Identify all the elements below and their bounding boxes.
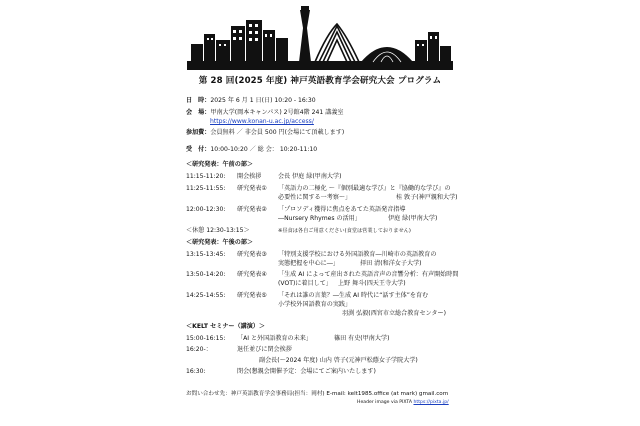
schedule-row-sub [278, 280, 406, 287]
row-text: 「英語力の二極化 ～『個別最適な学び』と『協働的な学び』の [278, 185, 451, 192]
row-time: 11:15-11:20: [186, 173, 226, 180]
venue-label: 会 場： [186, 109, 211, 116]
row-sub-title: 実態把握を中心に―」 [278, 260, 339, 267]
kobe-skyline-header-image [187, 4, 453, 70]
schedule-row [186, 271, 459, 278]
schedule-row [186, 251, 437, 258]
afternoon-heading: ＜研究発表：午後の部＞ [186, 239, 254, 246]
reception-value: 10:00-10:20 ／ 総 会： 10:20-11:10 [210, 146, 318, 153]
kelt-heading: ＜KELT セミナー（講演）＞ [186, 323, 265, 330]
schedule-row [186, 185, 451, 192]
venue-url-row [210, 119, 314, 125]
row-text: 会長 伊庭 緑(甲南大学) [278, 173, 342, 180]
reception-label: 受 付： [186, 146, 211, 153]
venue-value: 甲南大学(岡本キャンパス) 2号館4階 241 講義室 [210, 109, 344, 116]
row-text: 「生成 AI によって産出された英語音声の音響分析：有声開始時間 [278, 271, 459, 278]
break-time: ＜休憩 12:30-13:15＞ [186, 227, 250, 234]
row-speaker: 拝田 清(和洋女子大学) [360, 260, 422, 267]
schedule-row-sub [278, 260, 422, 267]
morning-heading: ＜研究発表：午前の部＞ [186, 161, 254, 168]
schedule-row-speaker [342, 311, 446, 317]
date-value: 2025 年 6 月 1 日(日) 10:20 - 16:30 [210, 97, 316, 104]
row-text: 「AI と外国語教育の未来」 [237, 335, 312, 342]
row-kind: 研究発表④ [237, 271, 267, 278]
schedule-row [186, 292, 429, 299]
row-time: 13:15-13:45: [186, 251, 226, 258]
row-text: 閉会(懇親会開催予定：会場にてご案内いたします) [237, 368, 376, 375]
row-sub-title: 必要性に関する一考察～」 [278, 194, 352, 201]
row-kind: 研究発表③ [237, 251, 267, 258]
credit-text: Header image via PIXTA [357, 400, 413, 405]
kelt-row [186, 346, 292, 353]
row-sub-title: (VOT)に着目して」 [278, 280, 332, 287]
schedule-row-sub [278, 194, 458, 201]
schedule-row-sub [278, 302, 351, 308]
row-kind: 研究発表② [237, 206, 267, 213]
date-label: 日 時： [186, 97, 211, 104]
page-title: 第 28 回(2025 年度) 神戸英語教育学会研究大会 プログラム [198, 76, 442, 86]
row-text: 退任並びに閉会挨拶 [237, 346, 292, 353]
row-time: 14:25-14:55: [186, 292, 226, 299]
contact-info: お問い合わせ先：神戸英語教育学会事務局(担当：岡村) E-mail: kelt1985.office (at mark) gmail.com [186, 391, 449, 397]
fee-label: 参加費： [186, 129, 211, 136]
row-text: 「プロソディ獲得に焦点をあてた英語発音指導 [278, 206, 406, 213]
row-time: 12:00-12:30: [186, 206, 226, 213]
venue-access-link[interactable]: https://www.konan-u.ac.jp/access/ [210, 118, 314, 125]
break-row [186, 227, 411, 234]
schedule-row-sub [278, 215, 438, 222]
venue-row [186, 110, 344, 116]
date-row [186, 98, 316, 104]
image-credit [357, 400, 449, 405]
row-time: 11:25-11:55: [186, 185, 226, 192]
kelt-row [186, 335, 390, 342]
kelt-row [186, 368, 376, 375]
row-time: 16:20-： [186, 346, 212, 353]
schedule-row [186, 206, 406, 213]
row-text: 副会長(～2024 年度) 山内 啓子(元神戸松蔭女子学院大学) [259, 357, 418, 364]
row-kind: 研究発表⑤ [237, 292, 267, 299]
row-speaker: 伊庭 緑(甲南大学) [388, 215, 438, 222]
row-speaker: 篠田 有史(甲南大学) [334, 335, 390, 342]
row-time: 15:00-16:15: [186, 335, 226, 342]
pixta-link[interactable]: https://pixta.jp/ [413, 400, 449, 405]
row-speaker: 羽渕 弘毅(西宮市立総合教育センター) [342, 310, 446, 317]
row-sub-title: ―Nursery Rhymes の活用」 [278, 215, 361, 222]
row-sub-title: 小学校外国語教育の実践」 [278, 301, 352, 308]
row-text: 「それは誰の言葉？―生成 AI 時代に“話す主体”を育む [278, 292, 429, 299]
row-time: 16:30: [186, 368, 206, 375]
row-time: 13:50-14:20: [186, 271, 226, 278]
row-kind: 研究発表① [237, 185, 267, 192]
row-kind: 開会挨拶 [237, 173, 262, 180]
schedule-row [186, 173, 342, 180]
row-text: 「特別支援学校における外国語教育―川崎市の英語教育の [278, 251, 437, 258]
fee-row [186, 130, 344, 136]
fee-value: 会員無料 ／ 非会員 500 円(会場にて頂載します) [210, 129, 345, 136]
row-speaker: 桂 敦子(神戸親和大学) [396, 194, 458, 201]
row-speaker: 上野 舞斗(四天王寺大学) [338, 280, 406, 287]
break-note: ※昼食は各自ご用意ください(食堂は営業しておりません) [278, 228, 411, 234]
reception-row [186, 147, 317, 153]
